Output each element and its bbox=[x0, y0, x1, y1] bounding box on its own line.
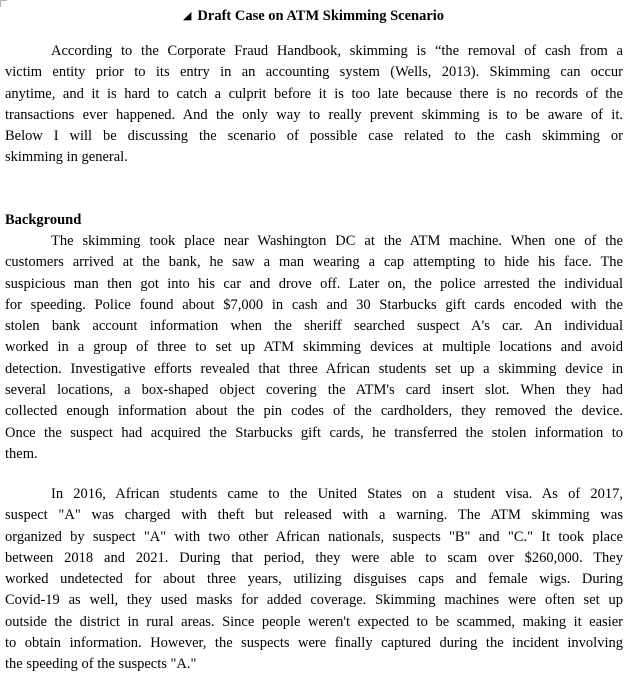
paragraph-line: the speeding of the suspects "A." bbox=[5, 656, 197, 673]
paragraph-line: suspicious man then got into his car and drove off. Later on, the police arrested the individual bbox=[5, 275, 623, 292]
collapse-triangle-icon[interactable]: ◢ bbox=[182, 10, 192, 22]
background-heading: Background bbox=[5, 212, 82, 228]
intro-paragraph bbox=[5, 41, 623, 169]
paragraph-line: for speeding. Police found about $7,000 in cash and 30 Starbucks gift cards encoded with the bbox=[5, 296, 623, 313]
paragraph-line: transactions ever happened. And the only way to really prevent skimming is to be aware of it. bbox=[5, 106, 623, 123]
paragraph-line: worked undetected for about three years, utilizing disguises caps and female wigs. During bbox=[5, 571, 623, 588]
paragraph-line: stolen bank account information when the sheriff searched suspect A's car. An individual bbox=[5, 318, 623, 335]
paragraph-line: Below I will be discussing the scenario of possible case related to the cash skimming or bbox=[5, 128, 623, 145]
paragraph-line: Once the suspect had acquired the Starbucks gift cards, he transferred the stolen information to bbox=[5, 424, 623, 441]
paragraph-line: According to the Corporate Fraud Handbook, skimming is “the removal of cash from a bbox=[51, 43, 623, 59]
paragraph-line: anytime, and it is hard to catch a culprit before it is too late because there is no records of the bbox=[5, 85, 623, 102]
paragraph-line: victim entity prior to its entry in an accounting system (Wells, 2013). Skimming can occur bbox=[5, 64, 623, 81]
paragraph-line: outside the district in rural areas. Since people weren't expected to be scammed, making it easier bbox=[5, 613, 623, 630]
document-title-text: Draft Case on ATM Skimming Scenario bbox=[197, 8, 445, 24]
paragraph-line: several locations, a box-shaped object covering the ATM's card insert slot. When they had bbox=[5, 382, 623, 399]
paragraph-line: between 2018 and 2021. During that period, they were able to scam over $260,000. They bbox=[5, 549, 623, 566]
paragraph-line: detection. Investigative efforts revealed that three African students set up a skimming device in bbox=[5, 360, 623, 377]
paragraph-line: Covid-19 as well, they used masks for added coverage. Skimming machines were often set up bbox=[5, 592, 623, 609]
history-paragraph bbox=[5, 484, 623, 676]
paragraph-line: suspect "A" was charged with theft but released with a warning. The ATM skimming was bbox=[5, 507, 623, 524]
paragraph-line: collected enough information about the pin codes of the cardholders, they removed the device. bbox=[5, 403, 623, 420]
paragraph-line: In 2016, African students came to the United States on a student visa. As of 2017, bbox=[51, 486, 623, 502]
document-title bbox=[0, 6, 627, 26]
paragraph-line: to obtain information. However, the suspects were finally captured during the incident involving bbox=[5, 635, 623, 652]
paragraph-line: The skimming took place near Washington DC at the ATM machine. When one of the bbox=[51, 233, 623, 249]
paragraph-line: them. bbox=[5, 445, 38, 462]
paragraph-line: worked in a group of three to set up ATM skimming devices at multiple locations and avoid bbox=[5, 339, 623, 356]
paragraph-line: customers arrived at the bank, he saw a man wearing a cap attempting to hide his face. The bbox=[5, 254, 623, 271]
paragraph-line: organized by suspect "A" with two other African nationals, suspects "B" and "C." It took place bbox=[5, 528, 623, 545]
paragraph-line: skimming in general. bbox=[5, 149, 128, 166]
background-paragraph bbox=[5, 231, 623, 465]
